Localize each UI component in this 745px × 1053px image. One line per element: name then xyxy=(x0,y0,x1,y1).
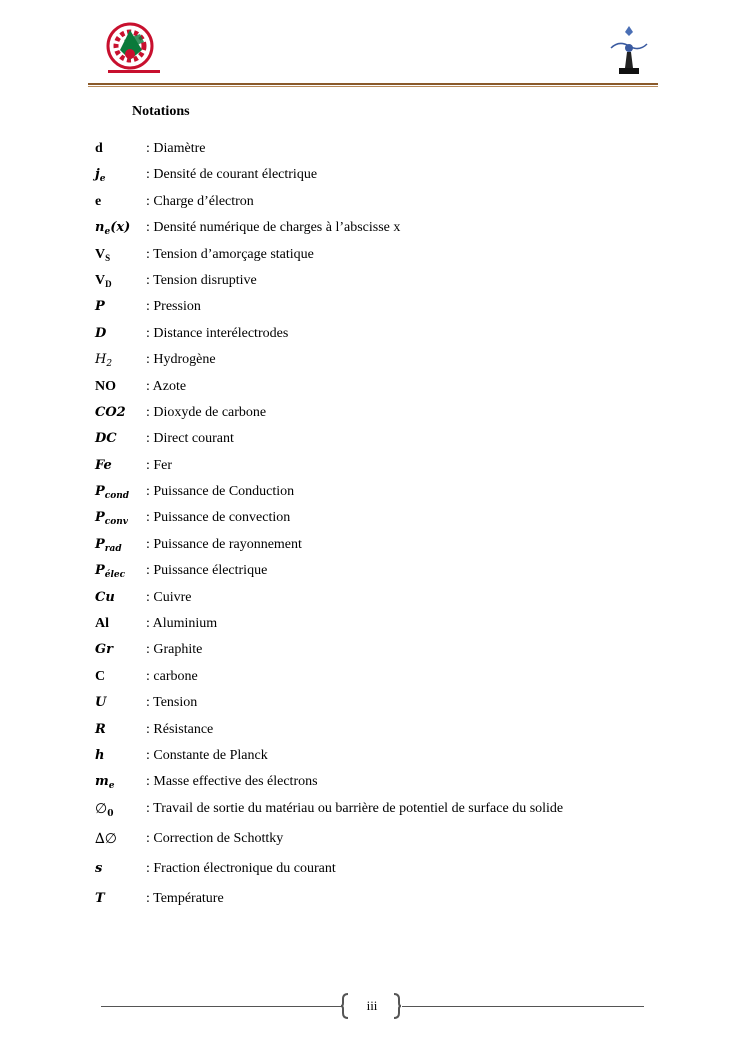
notation-symbol: $V_D$ xyxy=(95,272,112,289)
notation-row xyxy=(95,561,695,587)
notation-row xyxy=(95,829,695,859)
header-rule-thin xyxy=(88,86,658,87)
right-brace-icon xyxy=(393,993,401,1019)
notation-symbol: T xyxy=(95,890,105,906)
notation-row xyxy=(95,535,695,561)
notation-description: : Fraction électronique du courant xyxy=(146,860,336,876)
notation-symbol: $P_{élec}$ xyxy=(95,563,126,581)
notation-symbol: R xyxy=(95,721,106,737)
notation-description: : Puissance de rayonnement xyxy=(146,536,302,552)
notation-row xyxy=(95,640,695,666)
notation-description: : Puissance électrique xyxy=(146,563,268,579)
notation-symbol: U xyxy=(95,695,107,711)
notation-symbol: d xyxy=(95,141,103,156)
notation-row xyxy=(95,772,695,798)
header-rule xyxy=(88,83,658,85)
notation-symbol: $V_S$ xyxy=(95,246,111,263)
notation-description: : Hydrogène xyxy=(146,352,216,368)
notation-description: : Aluminium xyxy=(146,616,218,632)
right-logo xyxy=(605,22,653,80)
notation-row xyxy=(95,350,695,376)
notation-description: : Masse effective des électrons xyxy=(146,774,318,790)
notation-symbol: $P_{cond}$ xyxy=(95,484,130,502)
notation-description: : Pression xyxy=(146,299,201,315)
notation-symbol: $j_e$ xyxy=(95,167,106,185)
notation-row xyxy=(95,324,695,350)
footer-rule-left xyxy=(101,1006,341,1007)
notation-description: : Constante de Planck xyxy=(146,747,268,763)
notation-description: : Tension xyxy=(146,695,198,711)
notation-row xyxy=(95,165,695,191)
notation-description: : Distance interélectrodes xyxy=(146,325,289,341)
notation-row xyxy=(95,889,695,915)
notation-row xyxy=(95,482,695,508)
notation-symbol: $H_2$ xyxy=(95,352,113,370)
left-logo xyxy=(100,20,164,80)
notation-symbol: $P_{conv}$ xyxy=(95,510,129,528)
notation-description: : Densité de courant électrique xyxy=(146,167,318,183)
notation-row xyxy=(95,667,695,693)
notation-symbol: Fe xyxy=(95,457,112,473)
notation-description: : Tension d’amorçage statique xyxy=(146,246,314,262)
notation-description: : Graphite xyxy=(146,642,203,658)
notation-symbol: h xyxy=(95,747,105,763)
footer-rule-right xyxy=(402,1006,644,1007)
notation-symbol: ∆∅ xyxy=(95,830,117,847)
notation-row xyxy=(95,192,695,218)
notation-symbol: Gr xyxy=(95,642,113,658)
notation-row xyxy=(95,588,695,614)
notation-symbol: D xyxy=(95,325,107,341)
notation-row xyxy=(95,139,695,165)
notation-symbol: Cu xyxy=(95,589,115,605)
notation-row xyxy=(95,271,695,297)
notation-symbol: C xyxy=(95,668,106,684)
notation-row xyxy=(95,614,695,640)
page-title: Notations xyxy=(132,104,190,119)
notation-row xyxy=(95,456,695,482)
notation-row xyxy=(95,429,695,455)
notation-symbol: $P_{rad}$ xyxy=(95,536,122,554)
notation-row xyxy=(95,403,695,429)
notation-symbol: P xyxy=(95,299,105,315)
notation-description: : Résistance xyxy=(146,721,214,737)
notation-symbol: DC xyxy=(95,431,117,447)
notation-description: : carbone xyxy=(146,668,198,684)
page-number: iii xyxy=(366,998,378,1013)
notation-symbol: $m_e$ xyxy=(95,774,115,792)
notation-description: : Puissance de convection xyxy=(146,510,291,526)
notation-row xyxy=(95,218,695,244)
notation-symbol: $\emptyset_0$ xyxy=(95,800,114,819)
notation-description: : Charge d’électron xyxy=(146,193,254,209)
notation-row xyxy=(95,245,695,271)
notation-row xyxy=(95,799,695,829)
notation-row xyxy=(95,746,695,772)
notation-description: : Travail de sortie du matériau ou barrière de potentiel de surface du solide xyxy=(146,800,564,816)
notation-description: : Cuivre xyxy=(146,589,192,605)
notation-description: : Dioxyde de carbone xyxy=(146,404,267,420)
notation-description: : Puissance de Conduction xyxy=(146,484,295,500)
notation-symbol: e xyxy=(95,193,102,209)
notation-description: : Température xyxy=(146,890,224,906)
notation-description: : Correction de Schottky xyxy=(146,830,284,846)
notation-row xyxy=(95,693,695,719)
notation-row xyxy=(95,720,695,746)
notation-description: : Azote xyxy=(146,378,187,394)
notation-row xyxy=(95,377,695,403)
notation-symbol: s xyxy=(95,860,103,876)
notation-row xyxy=(95,859,695,889)
notation-row xyxy=(95,297,695,323)
notation-description: : Fer xyxy=(146,457,173,473)
notation-symbol: $n_e(x)$ xyxy=(95,220,131,238)
notation-description: : Direct courant xyxy=(146,431,234,447)
notation-description: : Densité numérique de charges à l’abscisse x xyxy=(146,220,401,236)
notation-symbol: NO xyxy=(95,378,116,394)
left-brace-icon xyxy=(341,993,349,1019)
notation-description: : Diamètre xyxy=(146,141,206,156)
notation-symbol: CO2 xyxy=(95,404,126,420)
notation-list xyxy=(95,139,695,915)
notation-row xyxy=(95,508,695,534)
notation-symbol: Al xyxy=(95,616,109,632)
notation-description: : Tension disruptive xyxy=(146,272,257,288)
